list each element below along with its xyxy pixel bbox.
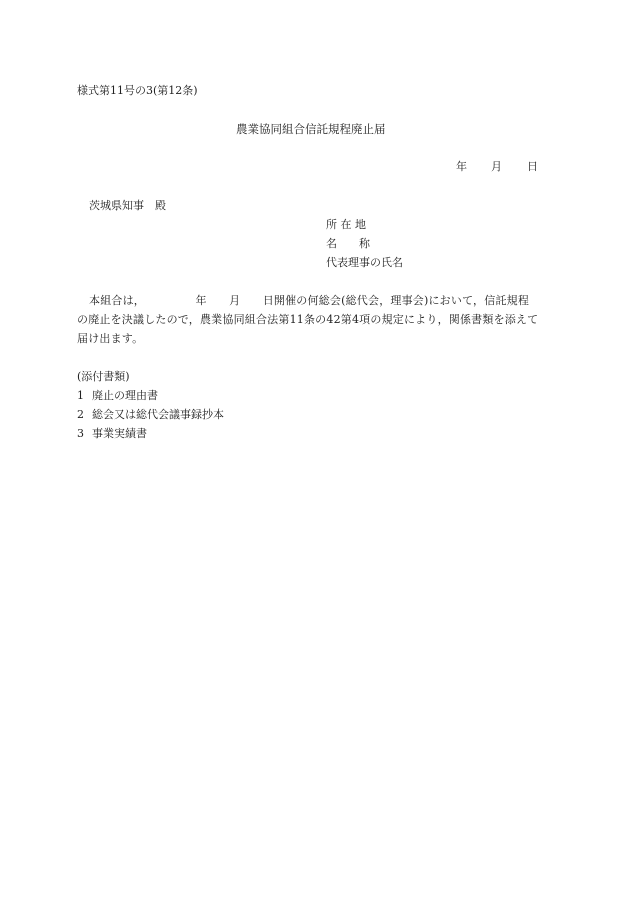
- attachment-text: 廃止の理由書: [92, 389, 158, 402]
- body-line-1: 本組合は， 年 月 日開催の何総会(総代会，理事会)において，信託規程: [89, 294, 530, 307]
- date-month: 月: [491, 160, 502, 173]
- attachment-number: 2: [77, 408, 84, 421]
- attachment-text: 総会又は総代会議事録抄本: [92, 408, 224, 421]
- list-item: [77, 427, 147, 441]
- date-day: 日: [527, 160, 538, 173]
- date-year: 年: [456, 160, 467, 173]
- representative-label: 代表理事の氏名: [326, 256, 403, 269]
- list-item: [77, 408, 224, 422]
- body-line-2: の廃止を決議したので，農業協同組合法第11条の42第4項の規定により，関係書類を添えて: [77, 313, 539, 326]
- attachments-heading: (添付書類): [77, 370, 130, 383]
- document-title: 農業協同組合信託規程廃止届: [236, 122, 386, 136]
- location-label: 所 在 地: [326, 218, 366, 231]
- body-line-3: 届け出ます。: [77, 332, 144, 345]
- name-label: 名 称: [326, 237, 370, 250]
- attachment-text: 事業実績書: [92, 427, 147, 440]
- list-item: [77, 389, 158, 403]
- attachment-number: 3: [77, 427, 84, 440]
- attachment-number: 1: [77, 389, 84, 402]
- form-number: 様式第11号の3(第12条): [77, 84, 198, 97]
- addressee: 茨城県知事 殿: [89, 199, 166, 212]
